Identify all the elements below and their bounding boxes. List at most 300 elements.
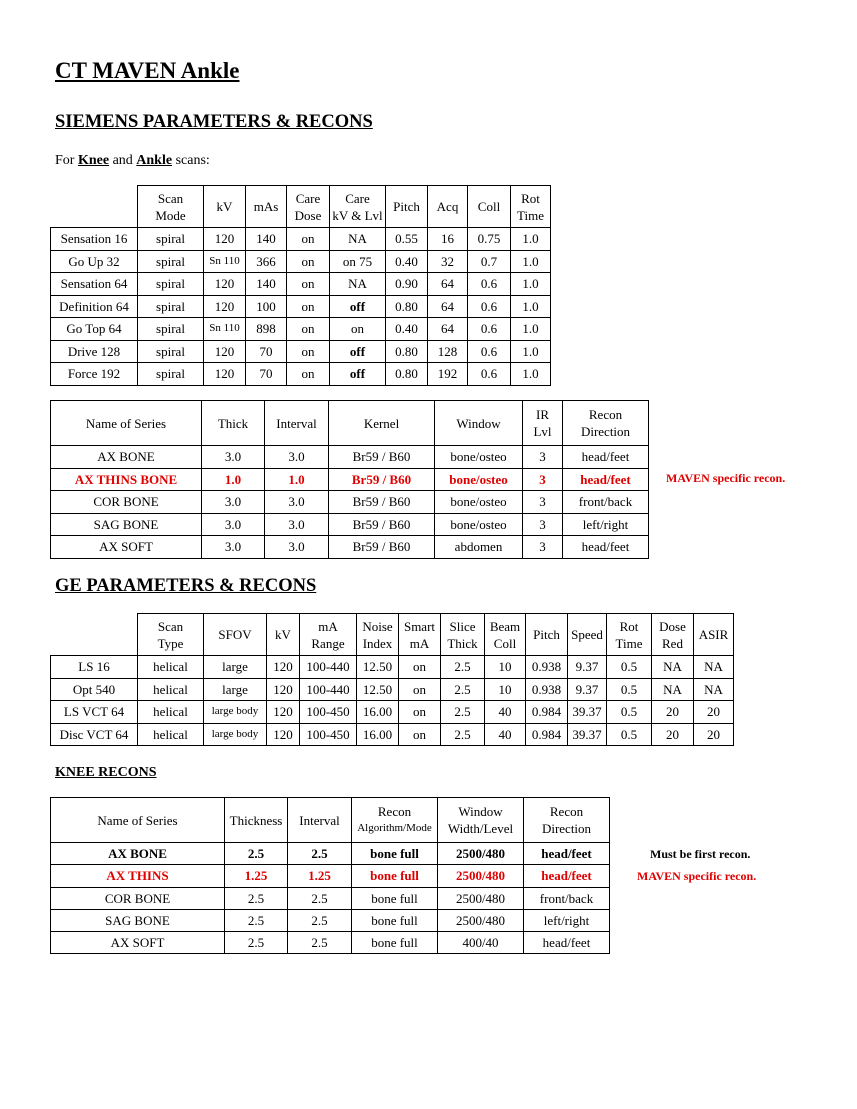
- table-cell: 2.5: [441, 701, 485, 724]
- column-header-line2: mA: [409, 635, 430, 651]
- knee-recons-table: [50, 797, 610, 954]
- table-cell: spiral: [138, 318, 204, 341]
- table-cell: 0.6: [468, 363, 511, 386]
- blank-header-cell: [51, 186, 138, 228]
- table-cell: on: [399, 701, 441, 724]
- table-cell: 16.00: [357, 723, 399, 746]
- table-row: [51, 865, 610, 887]
- table-row: [51, 656, 734, 679]
- knee-heading: KNEE RECONS: [55, 765, 157, 780]
- column-header-line1: Smart: [403, 618, 436, 634]
- column-header-line1: Care: [345, 190, 370, 206]
- table-cell: bone/osteo: [435, 513, 523, 536]
- table-cell: on: [287, 363, 330, 386]
- column-header-line2: kV & Lvl: [332, 207, 383, 223]
- table-row: [51, 468, 649, 491]
- table-cell: large body: [204, 701, 267, 724]
- table-cell: 120: [204, 340, 246, 363]
- table-cell: 1.0: [511, 228, 551, 251]
- table-cell: AX SOFT: [51, 932, 225, 954]
- table-cell: 898: [246, 318, 287, 341]
- column-header-line1: Rot: [521, 190, 540, 206]
- table-row: [51, 273, 551, 296]
- column-header: [524, 798, 610, 843]
- column-header: [202, 401, 265, 446]
- siemens-recons-table: [50, 400, 649, 559]
- table-cell: 100-440: [300, 656, 357, 679]
- table-cell: 70: [246, 340, 287, 363]
- column-header: [441, 614, 485, 656]
- table-cell: 0.5: [607, 701, 652, 724]
- table-cell: AX SOFT: [51, 536, 202, 559]
- table-cell: Br59 / B60: [329, 468, 435, 491]
- table-cell: 1.0: [511, 318, 551, 341]
- table-cell: Drive 128: [51, 340, 138, 363]
- table-cell: AX BONE: [51, 843, 225, 865]
- column-header-line1: Interval: [299, 812, 340, 828]
- table-cell: left/right: [563, 513, 649, 536]
- knee-first-note: Must be first recon.: [650, 847, 751, 861]
- table-cell: head/feet: [563, 446, 649, 469]
- table-cell: 0.90: [386, 273, 428, 296]
- column-header: [526, 614, 568, 656]
- table-cell: 3: [523, 446, 563, 469]
- table-cell: 128: [428, 340, 468, 363]
- table-cell: 2.5: [288, 843, 352, 865]
- table-cell: 2500/480: [438, 865, 524, 887]
- table-cell: head/feet: [524, 932, 610, 954]
- table-cell: 3.0: [202, 536, 265, 559]
- siemens-params-table: [50, 185, 551, 386]
- column-header-line2: Index: [362, 635, 393, 651]
- column-header: [607, 614, 652, 656]
- table-cell: 0.984: [526, 723, 568, 746]
- column-header-line1: Rot: [619, 618, 639, 634]
- table-cell: Go Up 32: [51, 250, 138, 273]
- table-cell: 3.0: [202, 491, 265, 514]
- column-header-line1: Scan: [157, 618, 184, 634]
- intro-text: [55, 153, 210, 169]
- ge-heading: GE PARAMETERS & RECONS: [55, 576, 317, 596]
- table-cell: Definition 64: [51, 295, 138, 318]
- intro-and: and: [109, 153, 137, 168]
- column-header: [138, 614, 204, 656]
- table-cell: 20: [652, 701, 694, 724]
- table-cell: bone/osteo: [435, 491, 523, 514]
- table-cell: 0.6: [468, 340, 511, 363]
- column-header-line2: Thick: [447, 635, 478, 651]
- column-header-line1: Window: [458, 804, 503, 819]
- table-cell: 2.5: [288, 932, 352, 954]
- table-row: [51, 513, 649, 536]
- table-cell: 2500/480: [438, 843, 524, 865]
- table-cell: 9.37: [568, 678, 607, 701]
- table-cell: 3.0: [265, 446, 329, 469]
- column-header-line1: Slice: [449, 618, 476, 634]
- table-cell: 1.0: [511, 250, 551, 273]
- table-cell: 3.0: [265, 513, 329, 536]
- table-cell: 2.5: [225, 932, 288, 954]
- column-header: [246, 186, 287, 228]
- table-cell: on: [287, 318, 330, 341]
- table-cell: front/back: [524, 887, 610, 909]
- table-cell: bone full: [352, 932, 438, 954]
- column-header-line2: Algorithm/Mode: [357, 822, 432, 834]
- table-cell: 366: [246, 250, 287, 273]
- table-cell: 2.5: [441, 656, 485, 679]
- table-row: [51, 446, 649, 469]
- table-cell: helical: [138, 656, 204, 679]
- column-header: [225, 798, 288, 843]
- table-cell: off: [330, 340, 386, 363]
- table-cell: 64: [428, 318, 468, 341]
- table-cell: 1.0: [511, 295, 551, 318]
- table-cell: 120: [267, 678, 300, 701]
- table-cell: NA: [330, 273, 386, 296]
- table-cell: head/feet: [563, 468, 649, 491]
- table-row: [51, 701, 734, 724]
- ge-params-table: [50, 613, 734, 746]
- column-header: [523, 401, 563, 446]
- table-cell: 39.37: [568, 701, 607, 724]
- table-cell: Force 192: [51, 363, 138, 386]
- table-cell: 0.40: [386, 250, 428, 273]
- column-header: [204, 614, 267, 656]
- table-cell: 70: [246, 363, 287, 386]
- table-cell: 39.37: [568, 723, 607, 746]
- table-cell: spiral: [138, 340, 204, 363]
- column-header: [399, 614, 441, 656]
- table-cell: abdomen: [435, 536, 523, 559]
- table-cell: 12.50: [357, 678, 399, 701]
- table-cell: Disc VCT 64: [51, 723, 138, 746]
- column-header-line1: Recon: [588, 407, 623, 422]
- intro-suffix: scans:: [172, 153, 210, 168]
- column-header-line1: Care: [295, 190, 321, 206]
- column-header-line2: Time: [615, 635, 643, 651]
- column-header: [288, 798, 352, 843]
- table-cell: bone full: [352, 909, 438, 931]
- table-cell: 120: [267, 723, 300, 746]
- table-cell: 40: [485, 723, 526, 746]
- table-cell: 0.938: [526, 678, 568, 701]
- table-cell: 0.80: [386, 340, 428, 363]
- table-cell: AX THINS BONE: [51, 468, 202, 491]
- table-cell: left/right: [524, 909, 610, 931]
- table-cell: 2.5: [225, 909, 288, 931]
- table-cell: 2500/480: [438, 909, 524, 931]
- table-cell: COR BONE: [51, 491, 202, 514]
- table-cell: spiral: [138, 250, 204, 273]
- table-cell: 3: [523, 491, 563, 514]
- table-cell: 0.5: [607, 723, 652, 746]
- table-cell: 0.80: [386, 295, 428, 318]
- column-header: [652, 614, 694, 656]
- table-cell: 2.5: [441, 723, 485, 746]
- table-cell: large: [204, 678, 267, 701]
- column-header: [435, 401, 523, 446]
- table-cell: NA: [694, 678, 734, 701]
- table-cell: 0.80: [386, 363, 428, 386]
- page-title: CT MAVEN Ankle: [55, 58, 240, 83]
- column-header-line1: Pitch: [533, 627, 560, 642]
- table-row: [51, 932, 610, 954]
- table-cell: off: [330, 295, 386, 318]
- column-header-line1: Kernel: [363, 415, 400, 431]
- table-cell: 120: [204, 228, 246, 251]
- column-header-line2: Mode: [155, 207, 186, 223]
- table-cell: 120: [204, 273, 246, 296]
- table-cell: on: [399, 656, 441, 679]
- table-cell: 2.5: [288, 909, 352, 931]
- column-header: [511, 186, 551, 228]
- table-cell: COR BONE: [51, 887, 225, 909]
- table-cell: 0.55: [386, 228, 428, 251]
- table-cell: helical: [138, 701, 204, 724]
- table-cell: AX BONE: [51, 446, 202, 469]
- knee-maven-note: MAVEN specific recon.: [637, 869, 757, 883]
- table-cell: 3.0: [265, 491, 329, 514]
- table-cell: 20: [694, 701, 734, 724]
- table-row: [51, 295, 551, 318]
- column-header: [352, 798, 438, 843]
- column-header-line1: Coll: [477, 199, 501, 214]
- column-header-line2: Red: [662, 635, 683, 651]
- table-cell: large body: [204, 723, 267, 746]
- table-cell: head/feet: [563, 536, 649, 559]
- table-cell: 0.6: [468, 273, 511, 296]
- column-header-line1: Recon: [377, 804, 412, 819]
- table-cell: 20: [652, 723, 694, 746]
- table-cell: 0.75: [468, 228, 511, 251]
- table-cell: 0.7: [468, 250, 511, 273]
- table-cell: 2500/480: [438, 887, 524, 909]
- column-header: [438, 798, 524, 843]
- column-header-line2: Type: [157, 635, 184, 651]
- column-header-line2: Direction: [541, 821, 592, 836]
- table-row: [51, 228, 551, 251]
- table-cell: Br59 / B60: [329, 491, 435, 514]
- table-cell: bone full: [352, 843, 438, 865]
- column-header: [386, 186, 428, 228]
- table-cell: NA: [652, 656, 694, 679]
- table-cell: 0.984: [526, 701, 568, 724]
- table-cell: bone full: [352, 865, 438, 887]
- column-header-line2: Direction: [580, 424, 631, 439]
- table-cell: 64: [428, 295, 468, 318]
- table-cell: front/back: [563, 491, 649, 514]
- column-header-line1: Pitch: [393, 199, 420, 214]
- table-row: [51, 887, 610, 909]
- table-row: [51, 250, 551, 273]
- table-cell: Br59 / B60: [329, 446, 435, 469]
- table-cell: Go Top 64: [51, 318, 138, 341]
- column-header-line2: Range: [311, 635, 345, 651]
- table-cell: 400/40: [438, 932, 524, 954]
- table-cell: 2.5: [288, 887, 352, 909]
- table-cell: 1.0: [511, 273, 551, 296]
- table-cell: 1.25: [288, 865, 352, 887]
- column-header: [51, 798, 225, 843]
- column-header: [330, 186, 386, 228]
- table-row: [51, 491, 649, 514]
- table-cell: Sn 110: [204, 250, 246, 273]
- table-cell: on: [399, 723, 441, 746]
- column-header: [329, 401, 435, 446]
- table-cell: 100: [246, 295, 287, 318]
- column-header-line1: Name of Series: [85, 415, 167, 431]
- table-cell: on: [287, 340, 330, 363]
- column-header: [51, 401, 202, 446]
- table-cell: 0.6: [468, 295, 511, 318]
- column-header-line1: Dose: [659, 618, 686, 634]
- column-header-line2: Coll: [493, 635, 517, 651]
- table-cell: 120: [204, 295, 246, 318]
- table-cell: NA: [694, 656, 734, 679]
- table-row: [51, 909, 610, 931]
- table-cell: on: [399, 678, 441, 701]
- table-cell: 120: [204, 363, 246, 386]
- table-cell: 1.0: [265, 468, 329, 491]
- table-cell: on: [287, 295, 330, 318]
- table-row: [51, 363, 551, 386]
- column-header-line1: Interval: [276, 415, 317, 431]
- table-cell: SAG BONE: [51, 909, 225, 931]
- column-header: [568, 614, 607, 656]
- column-header-line1: Recon: [549, 804, 584, 819]
- table-cell: 16: [428, 228, 468, 251]
- table-cell: 2.5: [441, 678, 485, 701]
- column-header-line1: Window: [456, 415, 501, 431]
- column-header-line2: Width/Level: [447, 821, 514, 836]
- table-cell: 16.00: [357, 701, 399, 724]
- table-cell: 0.6: [468, 318, 511, 341]
- table-cell: NA: [330, 228, 386, 251]
- siemens-maven-note: MAVEN specific recon.: [666, 471, 786, 485]
- column-header-line2: Lvl: [533, 424, 552, 439]
- table-cell: Opt 540: [51, 678, 138, 701]
- table-cell: 9.37: [568, 656, 607, 679]
- column-header: [563, 401, 649, 446]
- column-header-line1: Noise: [362, 618, 393, 634]
- table-cell: spiral: [138, 228, 204, 251]
- column-header: [485, 614, 526, 656]
- column-header-line1: SFOV: [218, 627, 252, 642]
- table-cell: 3: [523, 536, 563, 559]
- intro-knee: Knee: [77, 153, 110, 168]
- column-header-line1: Thickness: [229, 812, 283, 828]
- table-cell: Sn 110: [204, 318, 246, 341]
- table-cell: 2.5: [225, 887, 288, 909]
- table-cell: helical: [138, 723, 204, 746]
- table-row: [51, 723, 734, 746]
- column-header-line1: ASIR: [698, 627, 729, 642]
- table-cell: NA: [652, 678, 694, 701]
- table-cell: spiral: [138, 295, 204, 318]
- column-header-line1: mA: [318, 618, 338, 634]
- table-row: [51, 843, 610, 865]
- column-header-line1: Speed: [571, 627, 603, 642]
- table-cell: 120: [267, 701, 300, 724]
- column-header-line1: Thick: [217, 415, 249, 431]
- column-header-line1: Name of Series: [97, 812, 178, 828]
- table-cell: 120: [267, 656, 300, 679]
- table-cell: on: [330, 318, 386, 341]
- table-cell: large: [204, 656, 267, 679]
- column-header-line1: kV: [275, 627, 291, 642]
- table-cell: 3: [523, 513, 563, 536]
- table-cell: 3: [523, 468, 563, 491]
- table-cell: head/feet: [524, 865, 610, 887]
- table-cell: 1.0: [511, 340, 551, 363]
- table-cell: Br59 / B60: [329, 536, 435, 559]
- table-cell: 100-440: [300, 678, 357, 701]
- blank-header-cell: [51, 614, 138, 656]
- column-header: [428, 186, 468, 228]
- table-cell: 140: [246, 273, 287, 296]
- table-cell: 3.0: [202, 446, 265, 469]
- table-cell: 12.50: [357, 656, 399, 679]
- table-cell: 0.5: [607, 678, 652, 701]
- column-header-line1: IR: [536, 407, 549, 422]
- table-cell: 20: [694, 723, 734, 746]
- table-cell: helical: [138, 678, 204, 701]
- table-cell: bone full: [352, 887, 438, 909]
- table-cell: 100-450: [300, 723, 357, 746]
- table-cell: 1.0: [202, 468, 265, 491]
- table-cell: Sensation 16: [51, 228, 138, 251]
- table-cell: off: [330, 363, 386, 386]
- column-header: [265, 401, 329, 446]
- siemens-heading: SIEMENS PARAMETERS & RECONS: [55, 112, 373, 132]
- table-cell: spiral: [138, 273, 204, 296]
- table-cell: 1.25: [225, 865, 288, 887]
- column-header-line1: Beam: [489, 618, 521, 634]
- table-row: [51, 678, 734, 701]
- column-header-line2: Dose: [294, 207, 322, 223]
- table-cell: 0.40: [386, 318, 428, 341]
- column-header: [300, 614, 357, 656]
- column-header: [267, 614, 300, 656]
- table-cell: 1.0: [511, 363, 551, 386]
- column-header: [468, 186, 511, 228]
- column-header-line2: Time: [517, 207, 544, 223]
- table-cell: SAG BONE: [51, 513, 202, 536]
- table-cell: LS 16: [51, 656, 138, 679]
- table-cell: bone/osteo: [435, 446, 523, 469]
- table-cell: 32: [428, 250, 468, 273]
- column-header: [204, 186, 246, 228]
- column-header: [287, 186, 330, 228]
- table-cell: 3.0: [265, 536, 329, 559]
- column-header-line1: mAs: [253, 199, 279, 214]
- table-cell: 3.0: [202, 513, 265, 536]
- column-header: [694, 614, 734, 656]
- table-cell: on 75: [330, 250, 386, 273]
- column-header-line1: kV: [216, 199, 233, 214]
- table-cell: 140: [246, 228, 287, 251]
- intro-prefix: For: [55, 153, 78, 168]
- table-cell: 10: [485, 678, 526, 701]
- table-cell: LS VCT 64: [51, 701, 138, 724]
- table-cell: on: [287, 273, 330, 296]
- table-cell: 64: [428, 273, 468, 296]
- table-cell: 192: [428, 363, 468, 386]
- table-row: [51, 318, 551, 341]
- column-header-line1: Scan: [157, 190, 184, 206]
- table-cell: Br59 / B60: [329, 513, 435, 536]
- table-cell: 100-450: [300, 701, 357, 724]
